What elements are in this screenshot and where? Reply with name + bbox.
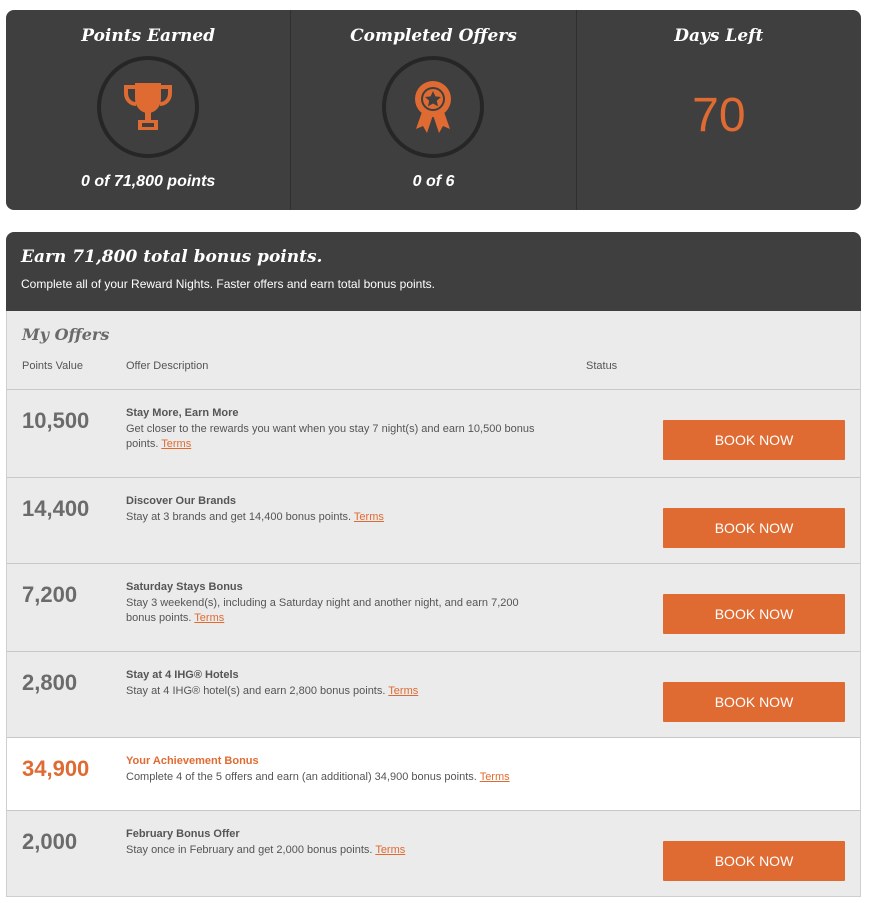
book-now-button[interactable]: BOOK NOW [663,682,845,722]
offer-description: Stay at 4 IHG® hotel(s) and earn 2,800 bonus points. Terms [126,685,419,697]
offer-description: Stay 3 weekend(s), including a Saturday night and another night, and earn 7,200 bonus points. Terms [126,597,519,624]
promo-banner [6,232,861,311]
days-left-title: Days Left [674,26,764,46]
offer-name: February Bonus Offer [126,828,240,840]
my-offers-panel [6,311,861,897]
offer-points: 14,400 [22,496,90,521]
offer-name: Saturday Stays Bonus [126,581,243,593]
terms-link[interactable]: Terms [194,612,225,624]
offer-name: Discover Our Brands [126,495,237,507]
offer-points: 34,900 [22,756,90,781]
completed-offers-ring [382,56,484,158]
offer-row [7,389,860,477]
offer-points: 2,800 [22,670,78,695]
stats-panel [6,10,861,210]
points-earned-stat [6,10,290,210]
points-earned-value: 0 of 71,800 points [81,173,216,190]
trophy-icon [122,80,174,134]
terms-link[interactable]: Terms [479,771,510,783]
completed-offers-title: Completed Offers [350,26,517,46]
book-now-button[interactable]: BOOK NOW [663,508,845,548]
points-earned-ring [97,56,199,158]
offer-name: Stay at 4 IHG® Hotels [126,669,239,681]
offer-name: Stay More, Earn More [126,407,239,419]
promo-subtitle: Complete all of your Reward Nights. Faster offers and earn total bonus points. [21,277,435,291]
promo-title: Earn 71,800 total bonus points. [21,247,323,267]
offer-description: Stay once in February and get 2,000 bonus points. Terms [126,844,406,856]
column-header-status: Status [586,360,618,372]
completed-offers-stat [290,10,575,210]
days-left-value: 70 [692,89,746,142]
offer-description: Stay at 3 brands and get 14,400 bonus points. Terms [126,511,384,523]
column-header-description: Offer Description [126,360,209,372]
offer-name: Your Achievement Bonus [126,755,259,767]
offer-row [7,563,860,651]
points-earned-title: Points Earned [81,26,216,46]
terms-link[interactable]: Terms [353,511,384,523]
book-now-button[interactable]: BOOK NOW [663,841,845,881]
offer-description: Complete 4 of the 5 offers and earn (an additional) 34,900 bonus points. Terms [126,771,510,783]
book-now-button[interactable]: BOOK NOW [663,594,845,634]
terms-link[interactable]: Terms [388,685,419,697]
offer-points: 7,200 [22,582,78,607]
terms-link[interactable]: Terms [161,438,192,450]
offer-description: Get closer to the rewards you want when you stay 7 night(s) and earn 10,500 bonus points. Terms [126,423,535,450]
terms-link[interactable]: Terms [375,844,406,856]
offer-row [7,810,860,896]
offer-points: 10,500 [22,408,90,433]
achievement-bonus-row [7,737,860,810]
column-header-points: Points Value [22,360,83,372]
completed-offers-value: 0 of 6 [412,173,455,190]
my-offers-title: My Offers [22,325,110,344]
days-left-stat [576,10,861,210]
offer-row [7,651,860,737]
offer-row [7,477,860,563]
offer-points: 2,000 [22,829,78,854]
ribbon-badge-icon [411,79,455,135]
book-now-button[interactable]: BOOK NOW [663,420,845,460]
